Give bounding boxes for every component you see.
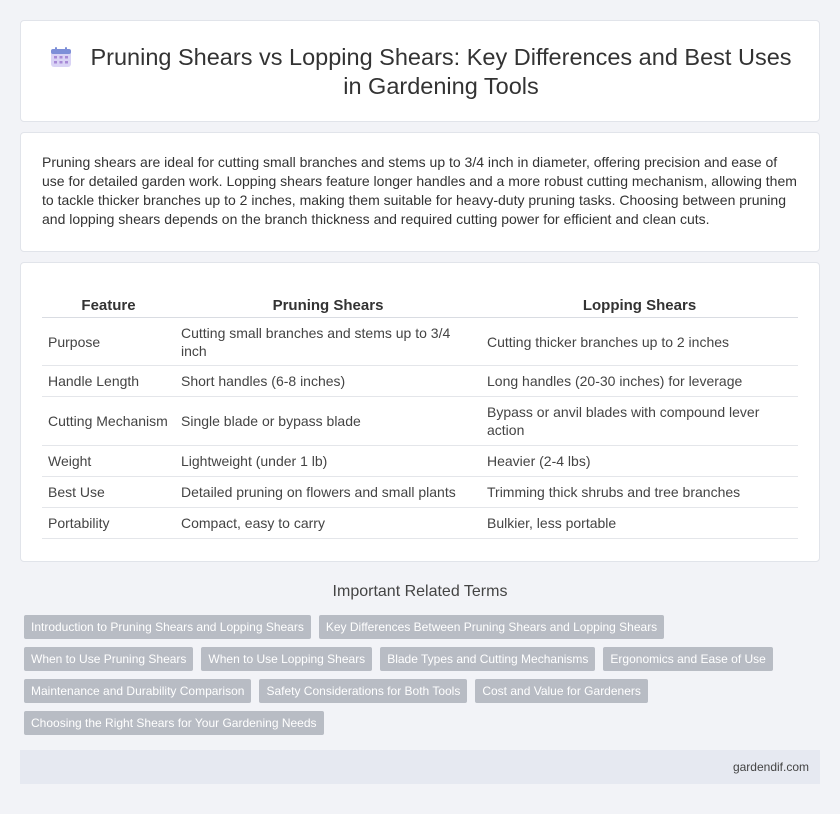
related-term-tag[interactable]: When to Use Lopping Shears: [201, 647, 372, 671]
header-lopping-shears: Lopping Shears: [481, 289, 798, 318]
pruning-cell: Single blade or bypass blade: [175, 397, 481, 446]
comparison-table: [42, 289, 798, 539]
related-term-tag[interactable]: Choosing the Right Shears for Your Gardening Needs: [24, 711, 324, 735]
related-term-tag[interactable]: Maintenance and Durability Comparison: [24, 679, 251, 703]
related-terms-title: Important Related Terms: [332, 583, 508, 600]
table-row: [42, 318, 798, 366]
lopping-cell: Long handles (20-30 inches) for leverage: [481, 366, 798, 397]
feature-cell: Weight: [42, 446, 175, 477]
pruning-cell: Lightweight (under 1 lb): [175, 446, 481, 477]
pruning-cell: Compact, easy to carry: [175, 508, 481, 539]
related-terms-tags: [24, 615, 784, 735]
table-row: [42, 508, 798, 539]
lopping-cell: Cutting thicker branches up to 2 inches: [481, 318, 798, 366]
pruning-cell: Short handles (6-8 inches): [175, 366, 481, 397]
calendar-icon: [49, 45, 73, 69]
feature-cell: Cutting Mechanism: [42, 397, 175, 446]
related-term-tag[interactable]: When to Use Pruning Shears: [24, 647, 193, 671]
related-term-tag[interactable]: Cost and Value for Gardeners: [475, 679, 648, 703]
lopping-cell: Bulkier, less portable: [481, 508, 798, 539]
lopping-cell: Bypass or anvil blades with compound lever action: [481, 397, 798, 446]
feature-cell: Portability: [42, 508, 175, 539]
intro-paragraph: Pruning shears are ideal for cutting small branches and stems up to 3/4 inch in diameter, offering precision and ease of use for detailed garden work. Lopping shears feature longer handles and a more robust cutting mechanism, allowing them to tackle thicker branches up to 2 inches, making them suitable for heavy-duty pruning tasks. Choosing between pruning and lopping shears depends on the branch thickness and required cutting power for efficient and clean cuts.: [42, 154, 797, 227]
footer-site-link[interactable]: gardendif.com: [732, 760, 809, 774]
table-row: [42, 397, 798, 446]
related-term-tag[interactable]: Safety Considerations for Both Tools: [259, 679, 467, 703]
lopping-cell: Heavier (2-4 lbs): [481, 446, 798, 477]
header-card: [20, 20, 820, 122]
feature-cell: Purpose: [42, 318, 175, 366]
comparison-table-card: [20, 262, 820, 562]
pruning-cell: Detailed pruning on flowers and small plants: [175, 477, 481, 508]
lopping-cell: Trimming thick shrubs and tree branches: [481, 477, 798, 508]
feature-cell: Best Use: [42, 477, 175, 508]
header-pruning-shears: Pruning Shears: [175, 289, 481, 318]
table-row: [42, 366, 798, 397]
table-row: [42, 477, 798, 508]
related-term-tag[interactable]: Ergonomics and Ease of Use: [603, 647, 772, 671]
page-title: Pruning Shears vs Lopping Shears: Key Differences and Best Uses in Gardening Tools: [90, 44, 792, 99]
footer: [20, 750, 820, 784]
related-term-tag[interactable]: Introduction to Pruning Shears and Lopping Shears: [24, 615, 311, 639]
intro-card: [20, 132, 820, 252]
table-row: [42, 446, 798, 477]
pruning-cell: Cutting small branches and stems up to 3/4 inch: [175, 318, 481, 366]
table-header-row: [42, 289, 798, 318]
related-term-tag[interactable]: Blade Types and Cutting Mechanisms: [380, 647, 595, 671]
header-feature: Feature: [42, 289, 175, 318]
related-term-tag[interactable]: Key Differences Between Pruning Shears and Lopping Shears: [319, 615, 664, 639]
feature-cell: Handle Length: [42, 366, 175, 397]
